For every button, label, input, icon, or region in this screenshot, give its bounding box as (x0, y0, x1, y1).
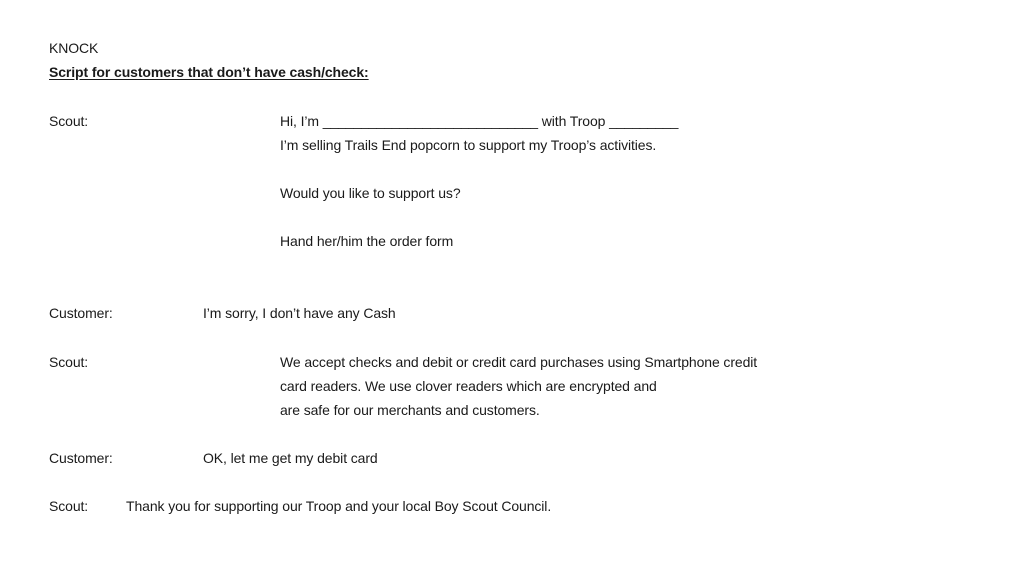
scout-thanks-line: Thank you for supporting our Troop and your local Boy Scout Council. (126, 498, 552, 514)
customer-line: OK, let me get my debit card (203, 450, 378, 466)
script-heading: Script for customers that don’t have cash/check: (49, 64, 369, 80)
scout-intro-line: Hi, I’m ____________________________ with Troop _________ (280, 113, 679, 129)
scout-payment-line: are safe for our merchants and customers. (280, 402, 540, 418)
scout-intro-line: Would you like to support us? (280, 185, 461, 201)
speaker-label-customer: Customer: (49, 305, 113, 321)
scout-payment-line: card readers. We use clover readers which are encrypted and (280, 378, 657, 394)
speaker-label-scout: Scout: (49, 113, 89, 129)
customer-line: I’m sorry, I don’t have any Cash (203, 305, 396, 321)
speaker-label-scout: Scout: (49, 354, 89, 370)
speaker-label-scout: Scout: (49, 498, 89, 514)
scout-intro-line: Hand her/him the order form (280, 233, 454, 249)
scout-intro-line: I’m selling Trails End popcorn to support my Troop’s activities. (280, 137, 657, 153)
slide-title: KNOCK (49, 40, 99, 56)
scout-payment-line: We accept checks and debit or credit card purchases using Smartphone credit (280, 354, 758, 370)
speaker-label-customer: Customer: (49, 450, 113, 466)
